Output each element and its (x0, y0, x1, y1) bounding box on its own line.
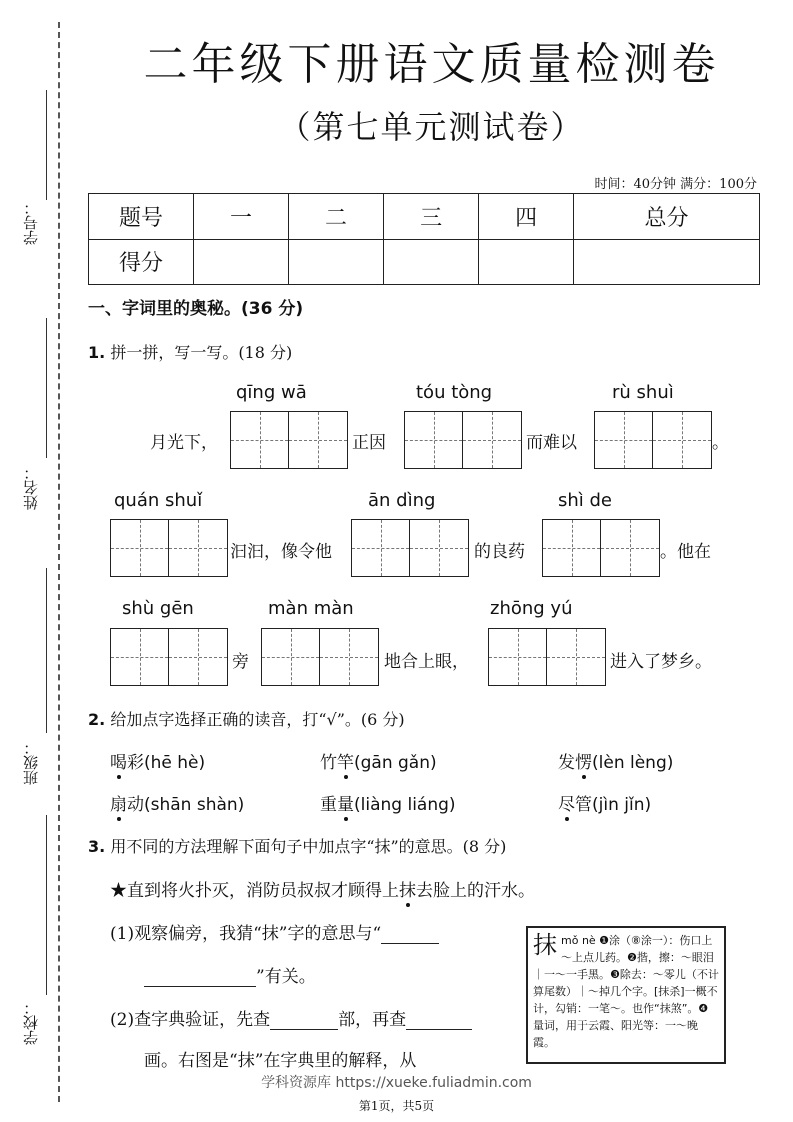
q3-part-2-cont: 画。右图是“抹”在字典里的解释，从 (144, 1051, 417, 1071)
score-row-label: 得分 (89, 239, 194, 285)
choice-char: 竹 (320, 753, 337, 773)
choice-char: 管 (575, 795, 592, 815)
dotted-char: 尽 (558, 795, 575, 815)
sentence-text: 的良药 (474, 542, 525, 562)
school-label: 学校： (22, 1000, 40, 1045)
example-sentence (110, 876, 535, 901)
choice-item[interactable] (320, 790, 456, 815)
exam-meta: 时间：40分钟 满分：100分 (594, 177, 757, 192)
dotted-char: 喝 (110, 753, 127, 773)
student-number-field (8, 200, 48, 270)
exam-subtitle: （第七单元测试卷） (278, 108, 585, 146)
writing-grid[interactable] (110, 628, 228, 686)
score-cell[interactable] (289, 239, 384, 285)
question-3-text: 用不同的方法理解下面句子中加点字“抹”的意思。(8 分) (110, 837, 507, 856)
sentence-part: ★直到将火扑灭，消防员叔叔才顾得上 (110, 881, 399, 901)
score-cell[interactable] (384, 239, 479, 285)
choice-char: 动 (127, 795, 144, 815)
dictionary-char: 抹 (533, 931, 557, 959)
student-number-line[interactable] (46, 90, 47, 200)
school-field (8, 1000, 48, 1070)
question-1-number: 1. (88, 343, 106, 362)
sentence-text: 而难以 (526, 433, 577, 453)
q3-part-1-text: (1)观察偏旁，我猜“抹”字的意思与“ (110, 924, 382, 944)
name-field (8, 465, 48, 535)
pinyin: ān dìng (368, 490, 436, 511)
pinyin: quán shuǐ (114, 490, 203, 511)
score-cell[interactable] (479, 239, 574, 285)
choice-char: 彩 (127, 753, 144, 773)
dotted-char: 愣 (575, 753, 592, 773)
choice-item[interactable] (558, 790, 651, 815)
writing-grid[interactable] (488, 628, 606, 686)
question-2-text: 给加点字选择正确的读音，打“√”。(6 分) (110, 710, 405, 729)
score-table-score-row (89, 239, 760, 285)
choice-item[interactable] (110, 790, 244, 815)
writing-grid[interactable] (261, 628, 379, 686)
q3-part-2-text: 部，再查 (338, 1010, 407, 1030)
watermark: 学科资源库 https://xueke.fuliadmin.com (261, 1075, 532, 1091)
question-3-number: 3. (88, 837, 106, 856)
writing-grid[interactable] (110, 519, 228, 577)
choice-pinyin: (shān shàn) (144, 795, 245, 815)
question-2-number: 2. (88, 710, 106, 729)
dictionary-entry (526, 926, 726, 1064)
score-table-header-row (89, 194, 760, 240)
question-1 (88, 340, 292, 363)
dotted-char: 竿 (337, 753, 354, 773)
school-line[interactable] (46, 815, 47, 995)
sentence-text: 地合上眼， (384, 652, 469, 672)
choice-pinyin: (jìn jǐn) (592, 795, 652, 815)
choice-char: 重 (320, 795, 337, 815)
pinyin: màn màn (268, 598, 354, 619)
question-3 (88, 834, 506, 857)
question-2 (88, 707, 405, 730)
pinyin: rù shuì (612, 382, 674, 403)
score-header-cell: 四 (479, 194, 574, 240)
dictionary-text: mǒ nè ❶涂（⑧涂一）：伤口上～上点儿药。❷揩，擦：～眼泪｜一～一手黑。❸除去：～零儿（不计算尾数）｜～掉几个字。[抹杀]一概不计，勾销：一笔～。也作“抹煞”。❹量词，用于云霞、阳光等：一～晚霞。 (533, 934, 719, 1049)
writing-grid[interactable] (594, 411, 712, 469)
binding-strip (0, 0, 70, 1122)
score-table (88, 193, 760, 285)
answer-blank[interactable] (144, 969, 256, 987)
pinyin: shù gēn (122, 598, 194, 619)
q3-part-2 (110, 1005, 472, 1030)
choice-item[interactable] (558, 748, 673, 773)
answer-blank[interactable] (270, 1012, 338, 1030)
score-header-cell: 一 (194, 194, 289, 240)
dotted-char: 抹 (399, 881, 416, 901)
choice-pinyin: (lèn lèng) (592, 753, 674, 773)
choice-pinyin: (gān gǎn) (354, 753, 437, 773)
answer-blank[interactable] (406, 1012, 472, 1030)
score-cell[interactable] (574, 239, 760, 285)
score-header-cell: 题号 (89, 194, 194, 240)
dotted-char: 扇 (110, 795, 127, 815)
exam-title: 二年级下册语文质量检测卷 (143, 39, 720, 90)
sentence-text: 。 (712, 433, 729, 453)
writing-grid[interactable] (542, 519, 660, 577)
name-label: 姓名： (22, 465, 40, 510)
class-label: 班级： (22, 740, 40, 785)
q3-part-1-text-end: ”有关。 (256, 967, 316, 987)
answer-blank[interactable] (381, 926, 439, 944)
score-header-cell: 三 (384, 194, 479, 240)
student-number-label: 学号： (22, 200, 40, 245)
choice-item[interactable] (320, 748, 437, 773)
pinyin: qīng wā (236, 382, 307, 403)
sentence-part: 去脸上的汗水。 (416, 881, 535, 901)
dotted-char: 量 (337, 795, 354, 815)
q3-part-2-text: (2)查字典验证，先查 (110, 1010, 271, 1030)
choice-pinyin: (liàng liáng) (354, 795, 456, 815)
sentence-text: 月光下， (150, 433, 218, 453)
pinyin: zhōng yú (490, 598, 573, 619)
q3-part-1 (110, 919, 439, 944)
class-field (8, 740, 48, 810)
choice-item[interactable] (110, 748, 205, 773)
binding-dashed-line (58, 22, 60, 1102)
sentence-text: 进入了梦乡。 (610, 652, 712, 672)
score-header-cell: 二 (289, 194, 384, 240)
name-line[interactable] (46, 318, 47, 458)
page-footer: 第1页，共5页 (358, 1099, 435, 1113)
sentence-text: 汩汩，像令他 (230, 542, 332, 562)
question-1-text: 拼一拼，写一写。(18 分) (110, 343, 293, 362)
pinyin: shì de (558, 490, 613, 511)
q3-part-1-cont (144, 962, 316, 987)
score-cell[interactable] (194, 239, 289, 285)
writing-grid[interactable] (230, 411, 348, 469)
sentence-text: 正因 (352, 433, 386, 453)
sentence-text: 。他在 (660, 542, 711, 562)
section-1-heading: 一、字词里的奥秘。(36 分) (88, 299, 304, 319)
pinyin: tóu tòng (416, 382, 493, 403)
choice-pinyin: (hē hè) (144, 753, 206, 773)
writing-grid[interactable] (351, 519, 469, 577)
writing-grid[interactable] (404, 411, 522, 469)
choice-char: 发 (558, 753, 575, 773)
sentence-text: 旁 (232, 652, 249, 672)
score-header-cell: 总分 (574, 194, 760, 240)
class-line[interactable] (46, 568, 47, 733)
